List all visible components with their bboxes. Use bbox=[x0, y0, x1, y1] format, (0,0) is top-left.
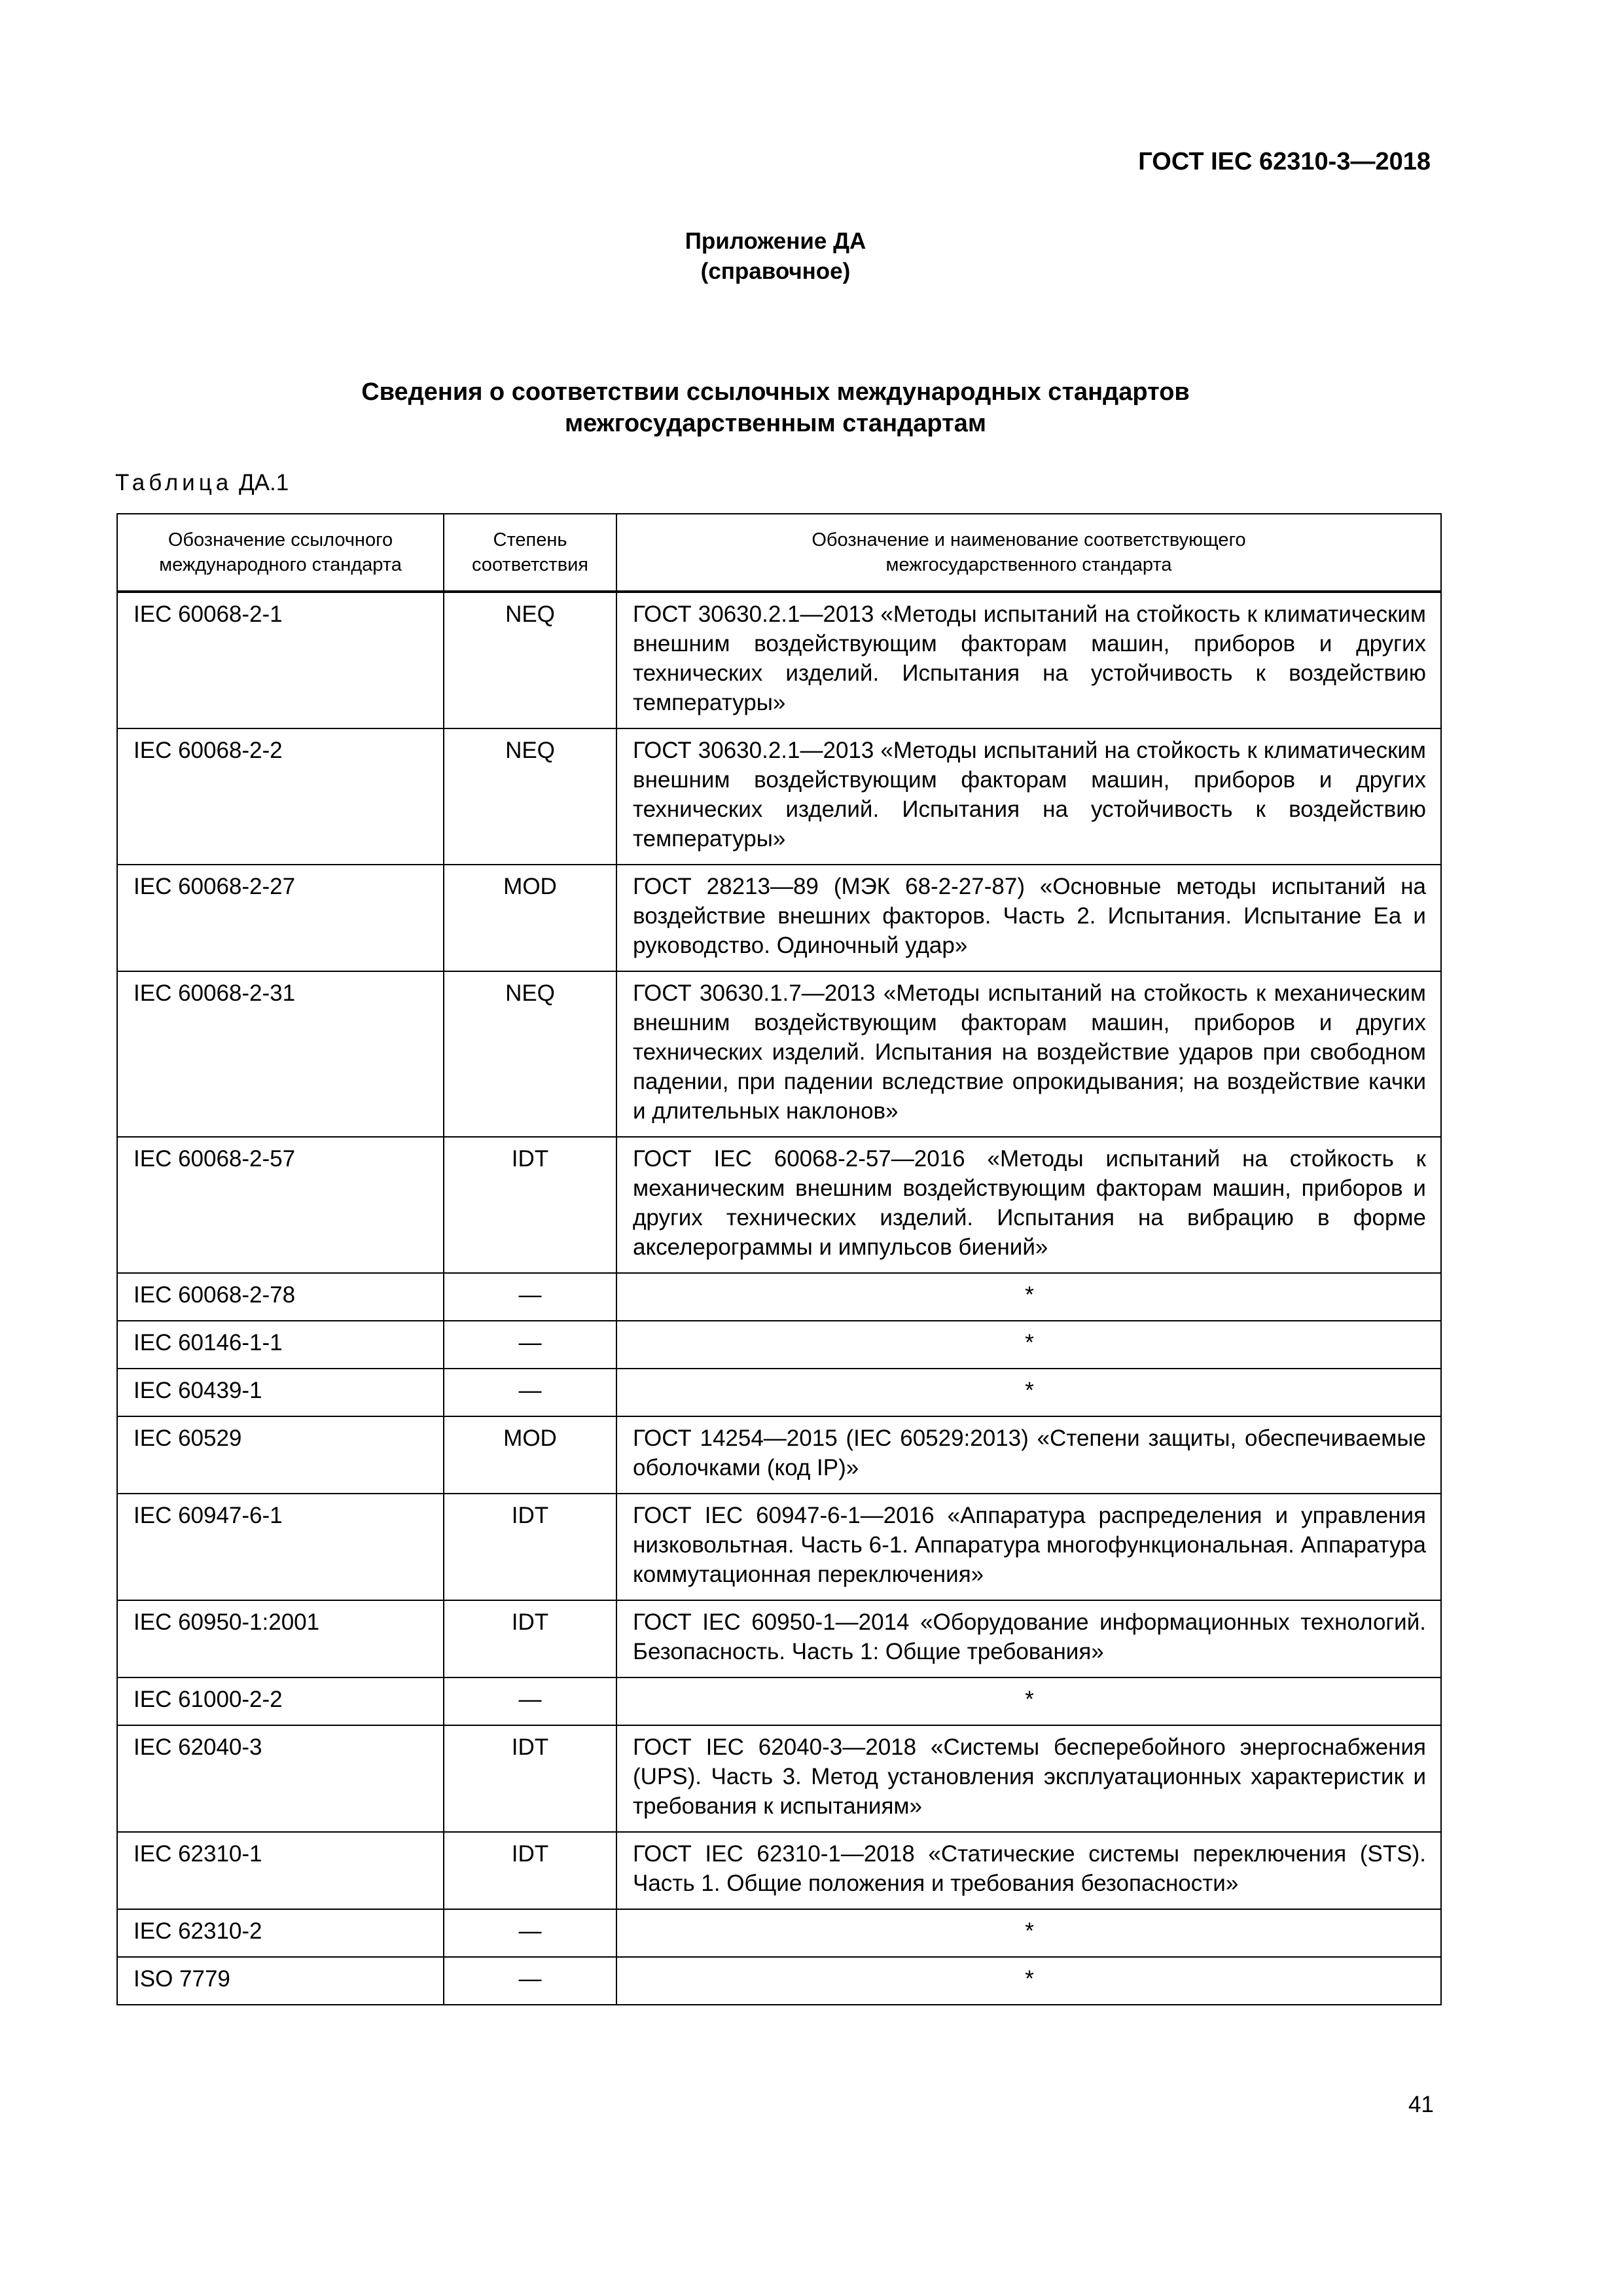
international-standard-cell: IEC 60068-2-2 bbox=[117, 728, 444, 865]
table-row bbox=[117, 1600, 1441, 1677]
degree-cell: IDT bbox=[444, 1725, 616, 1832]
international-standard-cell: IEC 60068-2-27 bbox=[117, 865, 444, 971]
column-header-interstate-standard: Обозначение и наименование соответствующего межгосударственного стандарта bbox=[616, 514, 1441, 592]
interstate-standard-cell: * bbox=[616, 1273, 1441, 1321]
international-standard-cell: IEC 60439-1 bbox=[117, 1369, 444, 1416]
degree-cell: IDT bbox=[444, 1137, 616, 1273]
degree-cell: MOD bbox=[444, 1416, 616, 1494]
international-standard-cell: IEC 61000-2-2 bbox=[117, 1677, 444, 1725]
international-standard-cell: IEC 60068-2-31 bbox=[117, 971, 444, 1137]
degree-cell: NEQ bbox=[444, 728, 616, 865]
interstate-standard-cell: ГОСТ 30630.2.1—2013 «Методы испытаний на стойкость к климатическим внешним воздействующим факторам машин, приборов и других технических изделий. Испытания на устойчивость к воздействию температуры» bbox=[616, 728, 1441, 865]
table-row bbox=[117, 728, 1441, 865]
table-row bbox=[117, 1677, 1441, 1725]
international-standard-cell: IEC 62040-3 bbox=[117, 1725, 444, 1832]
table-row bbox=[117, 1957, 1441, 2005]
appendix-block bbox=[0, 226, 1551, 287]
appendix-subtitle: (справочное) bbox=[700, 259, 851, 284]
degree-cell: NEQ bbox=[444, 592, 616, 728]
international-standard-cell: ISO 7779 bbox=[117, 1957, 444, 2005]
table-caption-number: ДА.1 bbox=[238, 470, 289, 495]
table-row bbox=[117, 592, 1441, 728]
interstate-standard-cell: ГОСТ 30630.1.7—2013 «Методы испытаний на стойкость к механическим внешним воздействующим факторам машин, приборов и других технических изделий. Испытания на воздействие ударов при свободном падении, при падении вследствие опрокидывания; на воздействие качки и длительных наклонов» bbox=[616, 971, 1441, 1137]
section-heading bbox=[0, 376, 1551, 439]
table-row bbox=[117, 971, 1441, 1137]
degree-cell: IDT bbox=[444, 1494, 616, 1600]
page-number: 41 bbox=[1408, 2092, 1434, 2117]
table-row bbox=[117, 1321, 1441, 1369]
international-standard-cell: IEC 62310-2 bbox=[117, 1909, 444, 1957]
document-code: ГОСТ IEC 62310-3—2018 bbox=[1138, 148, 1431, 175]
interstate-standard-cell: ГОСТ 28213—89 (МЭК 68-2-27-87) «Основные методы испытаний на воздействие внешних факторов. Часть 2. Испытания. Испытание Ea и руководство. Одиночный удар» bbox=[616, 865, 1441, 971]
degree-cell: — bbox=[444, 1677, 616, 1725]
correspondence-table bbox=[116, 513, 1442, 2005]
interstate-standard-cell: ГОСТ IEC 60068-2-57—2016 «Методы испытаний на стойкость к механическим внешним воздействующим факторам машин, приборов и других технических изделий. Испытания на вибрацию в форме акселерограммы и импульсов биений» bbox=[616, 1137, 1441, 1273]
interstate-standard-cell: ГОСТ IEC 62310-1—2018 «Статические системы переключения (STS). Часть 1. Общие положения и требования безопасности» bbox=[616, 1832, 1441, 1909]
international-standard-cell: IEC 60146-1-1 bbox=[117, 1321, 444, 1369]
table-row bbox=[117, 1725, 1441, 1832]
degree-cell: NEQ bbox=[444, 971, 616, 1137]
table-row bbox=[117, 1909, 1441, 1957]
table-caption-word: Таблица bbox=[115, 470, 233, 495]
international-standard-cell: IEC 60947-6-1 bbox=[117, 1494, 444, 1600]
table-row bbox=[117, 1832, 1441, 1909]
degree-cell: — bbox=[444, 1369, 616, 1416]
interstate-standard-cell: ГОСТ 30630.2.1—2013 «Методы испытаний на стойкость к климатическим внешним воздействующим факторам машин, приборов и других технических изделий. Испытания на устойчивость к воздействию температуры» bbox=[616, 592, 1441, 728]
degree-cell: MOD bbox=[444, 865, 616, 971]
interstate-standard-cell: ГОСТ IEC 62040-3—2018 «Системы бесперебойного энергоснабжения (UPS). Часть 3. Метод установления эксплуатационных характеристик и требования к испытаниям» bbox=[616, 1725, 1441, 1832]
degree-cell: — bbox=[444, 1957, 616, 2005]
international-standard-cell: IEC 60068-2-57 bbox=[117, 1137, 444, 1273]
table-row bbox=[117, 1416, 1441, 1494]
table-header-row bbox=[117, 514, 1441, 592]
column-header-international-standard: Обозначение ссылочного международного стандарта bbox=[117, 514, 444, 592]
degree-cell: IDT bbox=[444, 1832, 616, 1909]
international-standard-cell: IEC 60950-1:2001 bbox=[117, 1600, 444, 1677]
interstate-standard-cell: ГОСТ 14254—2015 (IEC 60529:2013) «Степени защиты, обеспечиваемые оболочками (код IP)» bbox=[616, 1416, 1441, 1494]
column-header-degree: Степень соответствия bbox=[444, 514, 616, 592]
interstate-standard-cell: * bbox=[616, 1369, 1441, 1416]
degree-cell: — bbox=[444, 1909, 616, 1957]
degree-cell: — bbox=[444, 1321, 616, 1369]
international-standard-cell: IEC 60068-2-78 bbox=[117, 1273, 444, 1321]
table-row bbox=[117, 1137, 1441, 1273]
degree-cell: IDT bbox=[444, 1600, 616, 1677]
degree-cell: — bbox=[444, 1273, 616, 1321]
table-row bbox=[117, 1369, 1441, 1416]
table-row bbox=[117, 1494, 1441, 1600]
international-standard-cell: IEC 62310-1 bbox=[117, 1832, 444, 1909]
interstate-standard-cell: * bbox=[616, 1677, 1441, 1725]
international-standard-cell: IEC 60068-2-1 bbox=[117, 592, 444, 728]
appendix-title: Приложение ДА bbox=[685, 228, 866, 254]
section-heading-line-2: межгосударственным стандартам bbox=[565, 410, 986, 437]
interstate-standard-cell: ГОСТ IEC 60950-1—2014 «Оборудование информационных технологий. Безопасность. Часть 1: Общие требования» bbox=[616, 1600, 1441, 1677]
section-heading-line-1: Сведения о соответствии ссылочных международных стандартов bbox=[361, 378, 1190, 406]
interstate-standard-cell: * bbox=[616, 1957, 1441, 2005]
interstate-standard-cell: ГОСТ IEC 60947-6-1—2016 «Аппаратура распределения и управления низковольтная. Часть 6-1. Аппаратура многофункциональная. Аппаратура коммутационная переключения» bbox=[616, 1494, 1441, 1600]
interstate-standard-cell: * bbox=[616, 1321, 1441, 1369]
interstate-standard-cell: * bbox=[616, 1909, 1441, 1957]
table-row bbox=[117, 1273, 1441, 1321]
table-caption bbox=[115, 470, 289, 496]
international-standard-cell: IEC 60529 bbox=[117, 1416, 444, 1494]
table-row bbox=[117, 865, 1441, 971]
